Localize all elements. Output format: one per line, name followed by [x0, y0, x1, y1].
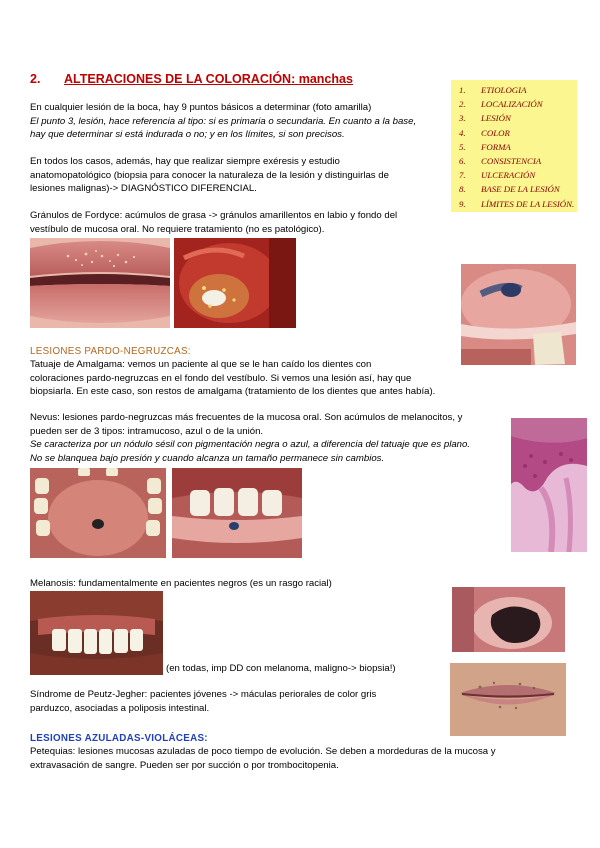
petequias-line: extravasación de sangre. Pueden ser por succión o por trombocitopenia.	[30, 759, 339, 771]
tatuaje-paragraph	[30, 358, 470, 399]
peutz-jegher-paragraph	[30, 688, 450, 715]
checklist-item: 6. CONSISTENCIA	[459, 156, 542, 167]
diagnosis-line: lesiones malignas)-> DIAGNÓSTICO DIFERENCIAL.	[30, 183, 257, 194]
nevus-line: Nevus: lesiones pardo-negruzcas más frecuentes de la mucosa oral. Son acúmulos de melanocitos, y	[30, 412, 463, 423]
nevus-italic-line: No se blanquea bajo presión y cuando alcanza un tamaño permanece sin cambios.	[30, 452, 385, 464]
fordyce-line: Gránulos de Fordyce: acúmulos de grasa -> gránulos amarillentos en labio y fondo del	[30, 210, 398, 221]
nevus-paragraph	[30, 411, 505, 465]
petequias-paragraph	[30, 745, 560, 772]
checklist-item: 4. COLOR	[459, 127, 510, 138]
peutz-line: Síndrome de Peutz-Jegher: pacientes jóvenes -> máculas periorales de color gris	[30, 689, 377, 700]
melanoma-photo	[452, 587, 565, 652]
peutz-line: parduzco, asociadas a poliposis intestinal.	[30, 702, 210, 714]
checklist-item: 8. BASE DE LA LESIÓN	[459, 184, 560, 195]
intro-paragraph	[30, 101, 450, 142]
peutz-jegher-photo	[450, 663, 566, 736]
melanosis-text: Melanosis: fundamentalmente en pacientes negros (es un rasgo racial)	[30, 578, 332, 589]
fordyce-mucosa-photo	[174, 238, 296, 328]
checklist-item: 7. ULCERACIÓN	[459, 170, 536, 181]
checklist-item: 2. LOCALIZACIÓN	[459, 99, 543, 110]
tatuaje-line: biopsiarla. En este caso, son restos de amalgama (tratamiento de los dientes que antes había).	[30, 386, 436, 397]
melanosis-photo	[30, 591, 163, 675]
petequias-line: Petequias: lesiones mucosas azuladas de poco tiempo de evolución. Se deben a mordeduras de la mucosa y	[30, 746, 496, 757]
intro-line: En cualquier lesión de la boca, hay 9 puntos básicos a determinar (foto amarilla)	[30, 102, 372, 113]
section-heading	[30, 72, 353, 86]
melanosis-note: (en todas, imp DD con melanoma, maligno-> biopsia!)	[166, 663, 396, 674]
tatuaje-line: coloraciones pardo-negruzcas en el fondo del vestíbulo. Si vemos una lesión así, hay que	[30, 372, 412, 384]
tatuaje-line: Tatuaje de Amalgama: vemos un paciente al que se le han caído los dientes con	[30, 359, 372, 370]
checklist	[459, 83, 577, 211]
nevus-palate-photo	[30, 468, 166, 558]
fordyce-lips-photo	[30, 238, 170, 328]
section-number: 2.	[30, 72, 41, 86]
nevus-line: pueden ser de 3 tipos: intramucoso, azul o de la unión.	[30, 425, 264, 437]
fordyce-paragraph	[30, 209, 450, 236]
nevus-gingiva-photo	[172, 468, 302, 558]
checklist-item: 9. LÍMITES DE LA LESIÓN.	[459, 198, 575, 209]
checklist-item: 1. ETIOLOGIA	[459, 85, 527, 95]
nevus-italic-line: Se caracteriza por un nódulo sésil con pigmentación negra o azul, a diferencia del tatuaje que es plano.	[30, 439, 470, 450]
amalgam-tattoo-photo	[461, 264, 576, 365]
intro-italic-line: hay que determinar si está indurada o no; y en los límites, si son precisos.	[30, 129, 345, 140]
section-title: ALTERACIONES DE LA COLORACIÓN: manchas	[64, 72, 353, 86]
checklist-item: 3. LESIÓN	[459, 113, 511, 124]
checklist-item: 5. FORMA	[459, 141, 511, 152]
diagnosis-paragraph	[30, 155, 450, 196]
diagnosis-line: En todos los casos, además, hay que realizar siempre exéresis y estudio	[30, 156, 340, 167]
fordyce-line: vestíbulo de mucosa oral. No requiere tratamiento (no es patológico).	[30, 223, 325, 235]
nevus-histology-photo	[511, 418, 587, 552]
pardo-heading: LESIONES PARDO-NEGRUZCAS:	[30, 346, 191, 357]
intro-italic-line: El punto 3, lesión, hace referencia al tipo: si es primaria o secundaria. En cuanto a la base,	[30, 115, 417, 127]
checklist-box	[451, 80, 577, 212]
diagnosis-line: anatomopatológico (biopsia para conocer la naturaleza de la lesión y distinguirlas de	[30, 169, 389, 181]
azuladas-heading: LESIONES AZULADAS-VIOLÁCEAS:	[30, 733, 208, 744]
